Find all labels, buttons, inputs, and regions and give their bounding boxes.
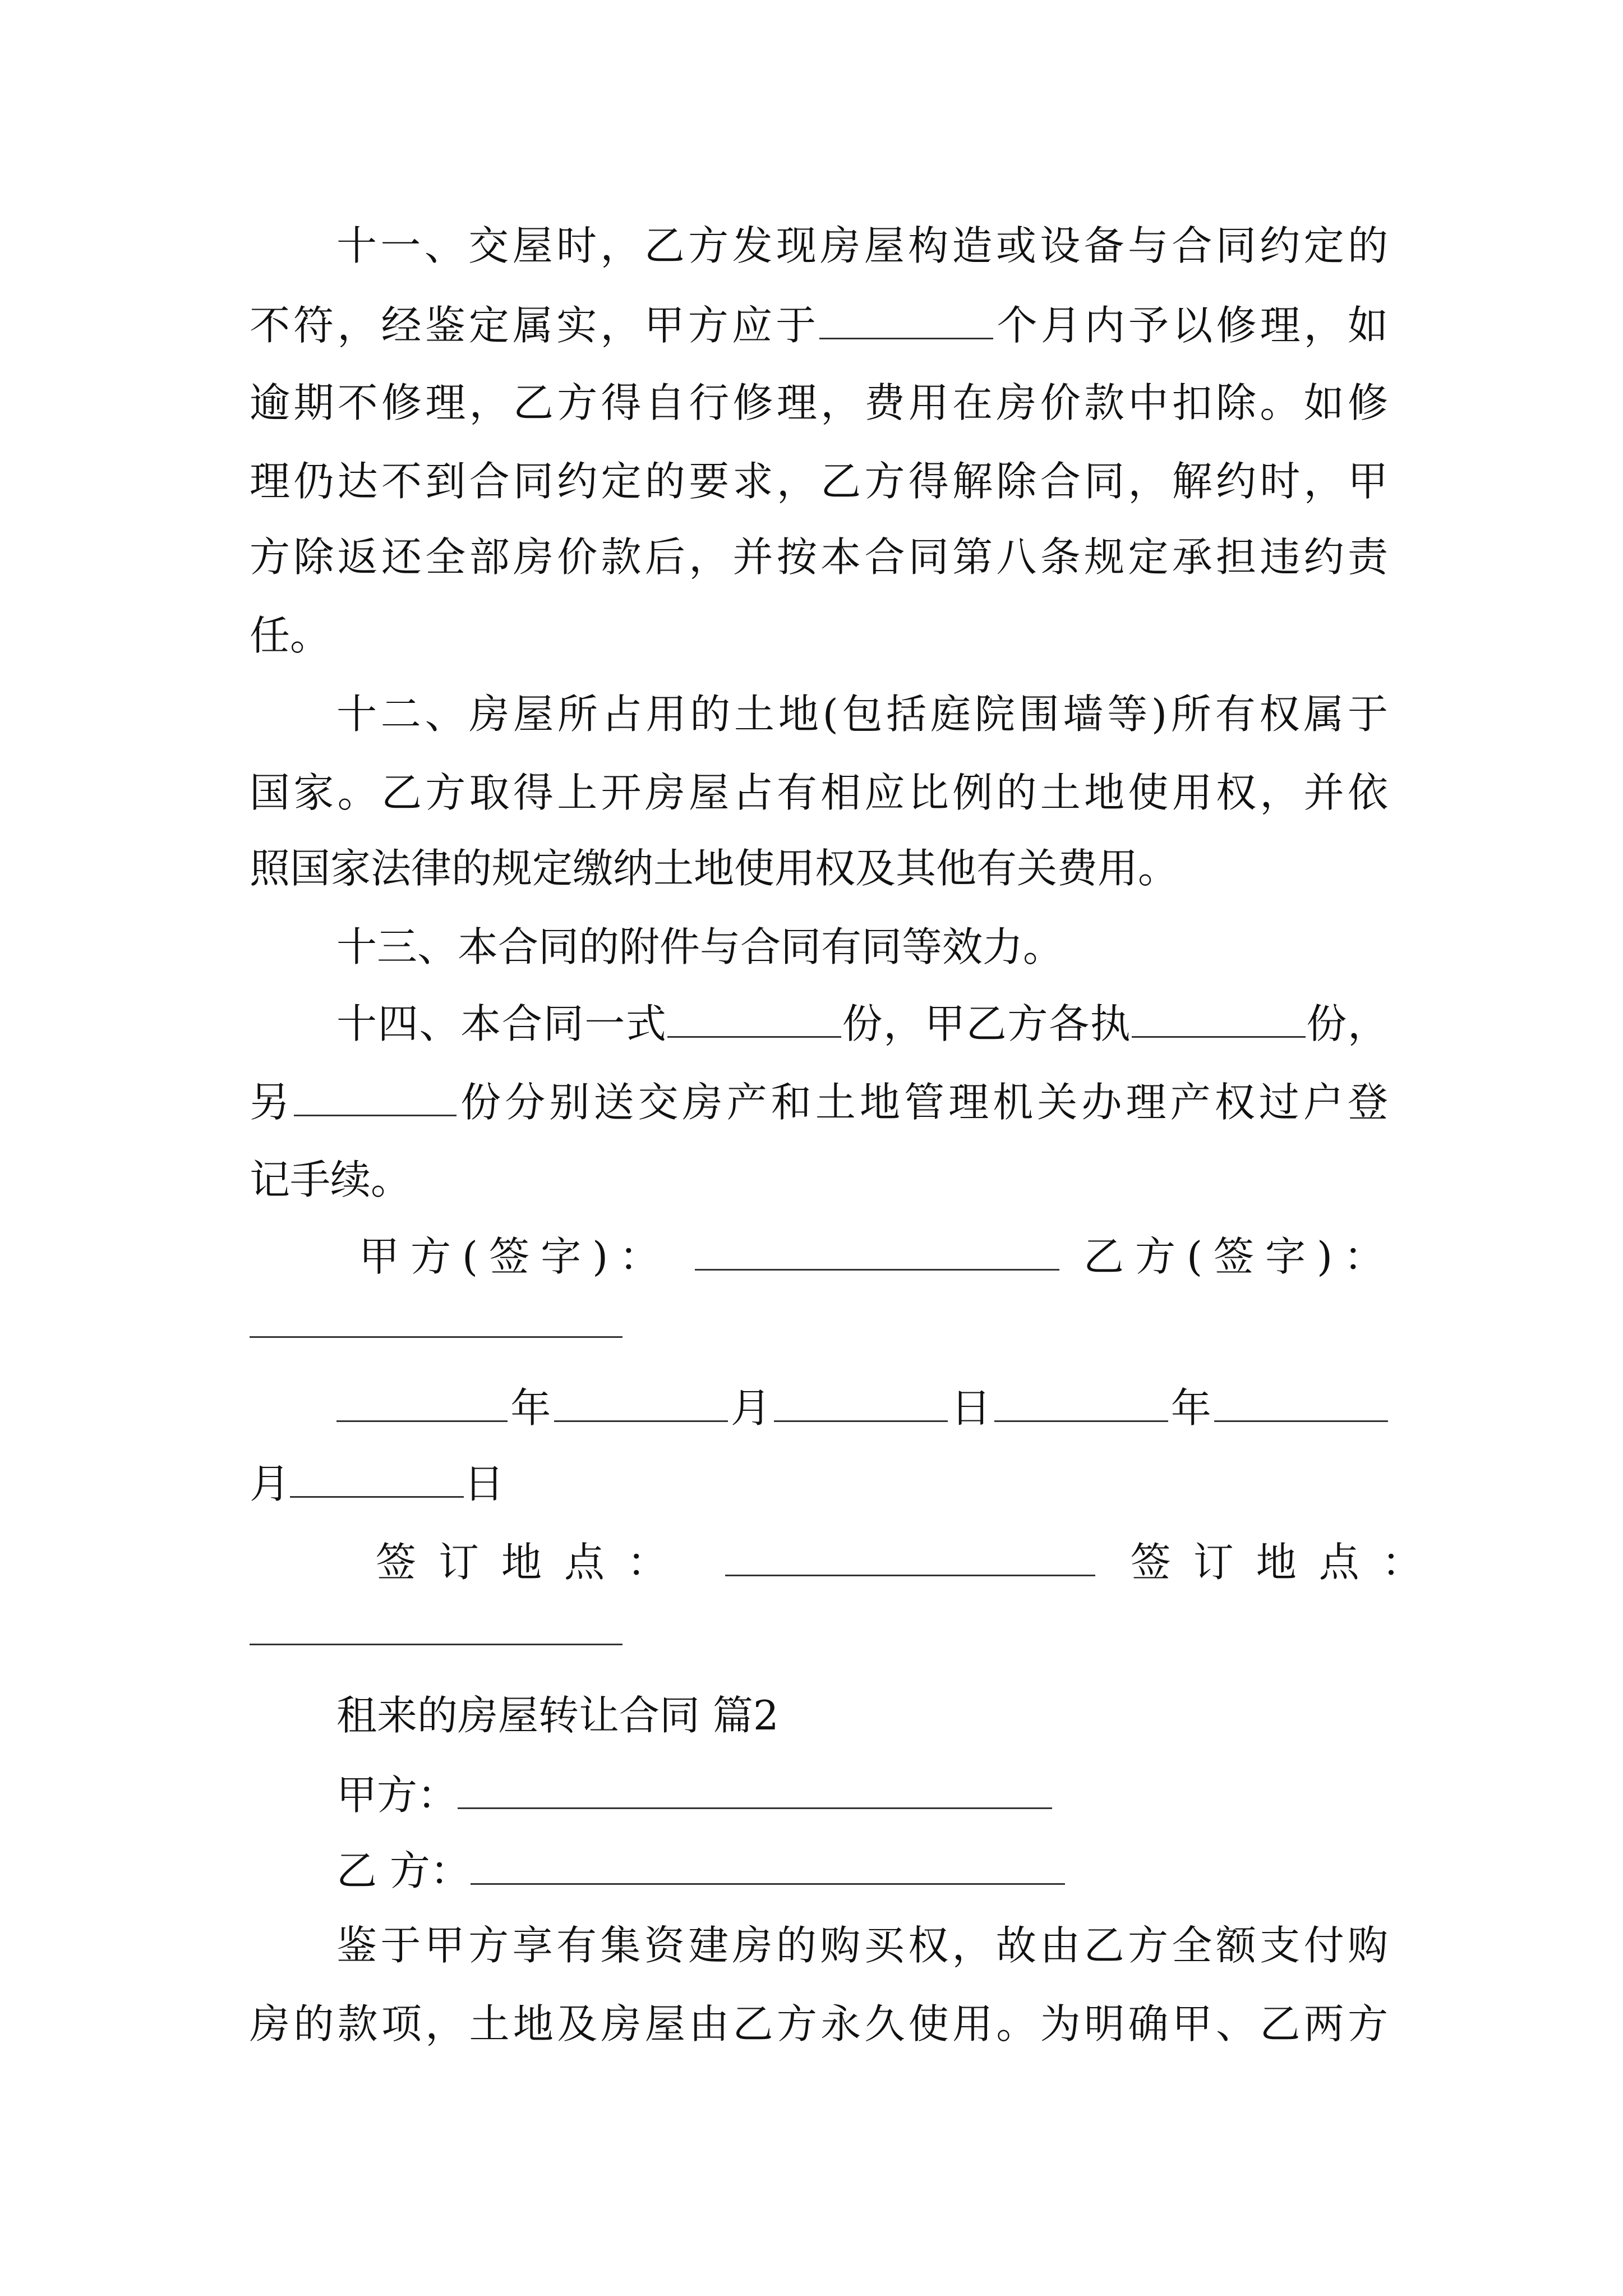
repair-months-blank — [819, 297, 993, 339]
year-label-b: 年 — [1168, 1384, 1214, 1432]
article-11-line-4: 理仍达不到合同约定的要求，乙方得解除合同，解约时，甲 — [250, 458, 1388, 505]
article-11-line-2 — [250, 297, 1388, 351]
party-a-signature-blank — [695, 1228, 1059, 1271]
copies-other-blank — [294, 1074, 457, 1116]
party-b-year-blank — [994, 1380, 1168, 1422]
contract-2-party-a — [336, 1767, 1388, 1821]
article-11-line-3: 逾期不修理，乙方得自行修理，费用在房价款中扣除。如修 — [250, 379, 1388, 426]
year-label-a: 年 — [508, 1384, 554, 1432]
contract-2-party-b-blank — [471, 1843, 1065, 1885]
party-a-signature-label: 甲方(签字)： — [359, 1233, 671, 1280]
contract-2-party-a-blank — [458, 1767, 1052, 1809]
article-11-line-1: 十一、交屋时，乙方发现房屋构造或设备与合同约定的 — [336, 222, 1388, 269]
month-label-b: 月 — [250, 1460, 291, 1507]
article-11-line-6: 任。 — [250, 612, 331, 659]
party-b-signature-blank — [250, 1336, 623, 1338]
article-14-line-1 — [336, 996, 1388, 1050]
article-14-text-b: 份，甲乙方各执 — [841, 1000, 1132, 1047]
article-14-line-2 — [250, 1074, 1388, 1128]
party-a-place-blank — [725, 1534, 1095, 1576]
party-b-signature-label: 乙方(签字)： — [1083, 1233, 1396, 1280]
party-a-year-blank — [336, 1380, 508, 1422]
article-12-line-3: 照国家法律的规定缴纳土地使用权及其他有关费用。 — [250, 845, 1179, 892]
party-b-month-blank — [1214, 1380, 1388, 1422]
party-b-place-label: 签订地点： — [1130, 1539, 1445, 1586]
article-12-line-2: 国家。乙方取得上开房屋占有相应比例的土地使用权，并依 — [250, 769, 1388, 816]
article-14-line-3: 记手续。 — [250, 1156, 412, 1203]
article-14-text-a: 十四、本合同一式 — [336, 1000, 667, 1047]
contract-2-party-b — [336, 1843, 1388, 1897]
contract-2-title: 租来的房屋转让合同 篇2 — [336, 1692, 779, 1739]
party-a-place-label: 签订地点： — [376, 1539, 690, 1586]
article-11-line-5: 方除返还全部房价款后，并按本合同第八条规定承担违约责 — [250, 533, 1388, 581]
contract-2-party-b-label: 乙 方： — [336, 1847, 471, 1894]
party-a-day-blank — [774, 1380, 948, 1422]
article-14-text-e: 份分别送交房产和土地管理机关办理产权过户登 — [457, 1079, 1388, 1126]
date-row — [336, 1380, 1388, 1434]
article-13-line-1: 十三、本合同的附件与合同有同等效力。 — [336, 923, 1064, 970]
article-14-text-c: 份， — [1305, 1000, 1388, 1047]
signature-row — [359, 1228, 1396, 1282]
party-a-month-blank — [554, 1380, 728, 1422]
day-label-b: 日 — [464, 1460, 505, 1507]
contract-2-para-line-2: 房的款项，土地及房屋由乙方永久使用。为明确甲、乙两方 — [250, 2000, 1388, 2047]
party-b-place-blank — [250, 1644, 623, 1645]
contract-2-party-a-label: 甲方： — [336, 1772, 458, 1819]
place-row — [376, 1534, 1445, 1588]
day-label-a: 日 — [948, 1384, 994, 1432]
article-11-text-b: 个月内予以修理，如 — [993, 302, 1388, 349]
article-12-line-1: 十二、房屋所占用的土地(包括庭院围墙等)所有权属于 — [336, 691, 1388, 738]
article-11-text-a: 不符，经鉴定属实，甲方应于 — [250, 302, 820, 349]
copies-total-blank — [667, 996, 841, 1038]
date-row-2 — [250, 1456, 1388, 1510]
month-label-a: 月 — [727, 1384, 774, 1432]
article-14-text-d: 另 — [250, 1079, 294, 1126]
copies-each-blank — [1132, 996, 1306, 1038]
party-b-day-blank — [290, 1456, 464, 1498]
contract-2-para-line-1: 鉴于甲方享有集资建房的购买权，故由乙方全额支付购 — [336, 1922, 1388, 1969]
